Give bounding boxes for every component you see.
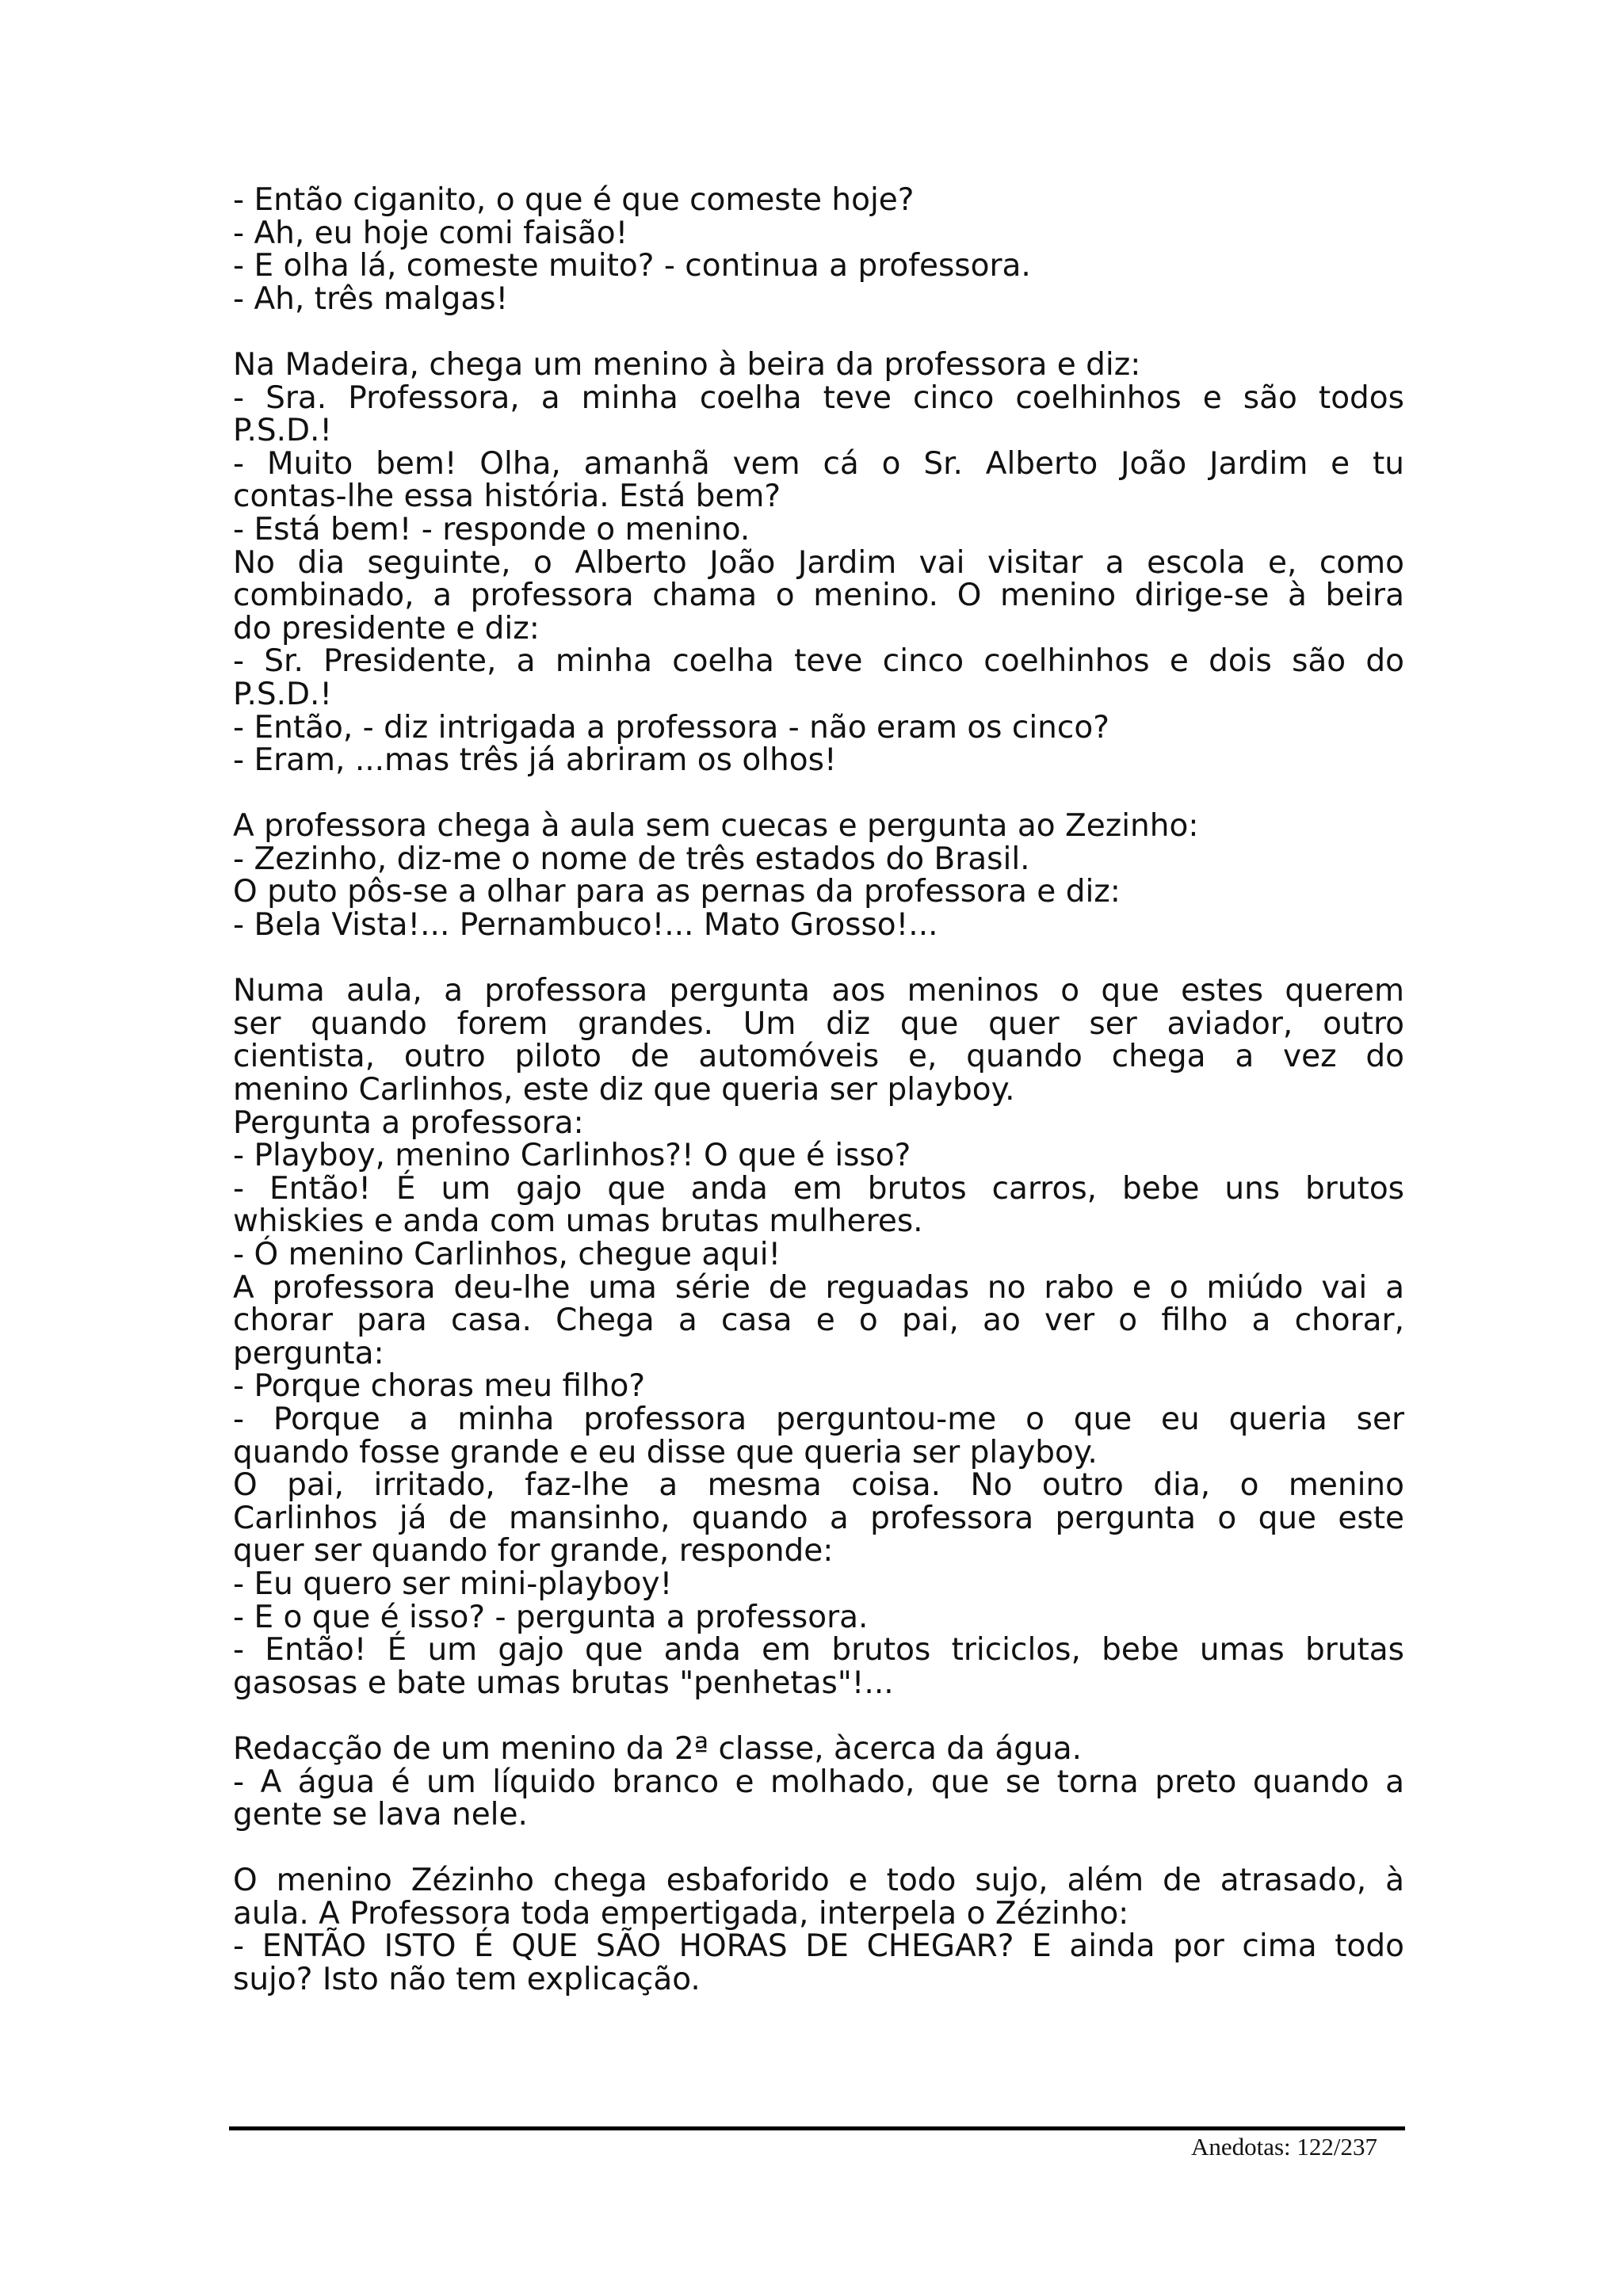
paragraph-gap [233, 942, 1404, 975]
text-line: - Ah, eu hoje comi faisão! [233, 215, 628, 251]
text-line: O puto pôs-se a olhar para as pernas da professora e diz: [233, 874, 1121, 910]
text-line: O menino Zézinho chega esbaforido e todo sujo, além de atrasado, à [233, 1863, 1404, 1899]
document-body [233, 184, 1404, 1997]
text-line: A professora chega à aula sem cuecas e pergunta ao Zezinho: [233, 808, 1199, 845]
text-line: sujo? Isto não tem explicação. [233, 1962, 701, 1998]
text-line: - Eu quero ser mini-playboy! [233, 1566, 673, 1602]
text-line: - Sr. Presidente, a minha coelha teve cinco coelhinhos e dois são do [233, 643, 1404, 680]
joke-paragraph [233, 346, 1404, 779]
text-line: quando fosse grande e eu disse que queria ser playboy. [233, 1434, 1098, 1470]
text-line: chorar para casa. Chega a casa e o pai, ao ver o filho a chorar, [233, 1302, 1404, 1339]
text-line: A professora deu-lhe uma série de reguadas no rabo e o miúdo vai a [233, 1269, 1404, 1306]
text-line: - A água é um líquido branco e molhado, que se torna preto quando a [233, 1764, 1404, 1800]
joke-paragraph [233, 808, 1404, 944]
text-line: No dia seguinte, o Alberto João Jardim vai visitar a escola e, como [233, 544, 1404, 581]
page-footer: Anedotas: 122/237 [1190, 2133, 1377, 2161]
text-line: contas-lhe essa história. Está bem? [233, 479, 781, 515]
text-line: whiskies e anda com umas brutas mulheres. [233, 1203, 923, 1240]
paragraph-gap [233, 315, 1404, 349]
text-line: - Está bem! - responde o menino. [233, 511, 750, 547]
text-line: cientista, outro piloto de automóveis e, quando chega a vez do [233, 1039, 1404, 1075]
paragraph-gap [233, 777, 1404, 810]
text-line: - ENTÃO ISTO É QUE SÃO HORAS DE CHEGAR? E ainda por cima todo [233, 1928, 1404, 1965]
text-line: Pergunta a professora: [233, 1104, 584, 1141]
paragraph-gap [233, 1832, 1404, 1865]
text-line: - Bela Vista!... Pernambuco!... Mato Grosso!... [233, 907, 938, 944]
text-line: Na Madeira, chega um menino à beira da professora e diz: [233, 346, 1141, 383]
joke-paragraph [233, 184, 1404, 315]
text-line: - Então, - diz intrigada a professora - não eram os cinco? [233, 709, 1109, 746]
text-line: gente se lava nele. [233, 1797, 528, 1833]
joke-paragraph [233, 974, 1404, 1699]
joke-paragraph [233, 1864, 1404, 1996]
text-line: Carlinhos já de mansinho, quando a professora pergunta o que este [233, 1500, 1404, 1536]
text-line: - Então! É um gajo que anda em brutos triciclos, bebe umas brutas [233, 1632, 1404, 1669]
text-line: P.S.D.! [233, 676, 333, 712]
paragraph-gap [233, 1699, 1404, 1733]
text-line: - Muito bem! Olha, amanhã vem cá o Sr. Alberto João Jardim e tu [233, 445, 1404, 482]
text-line: - Ah, três malgas! [233, 280, 509, 317]
text-line: - Sra. Professora, a minha coelha teve cinco coelhinhos e são todos [233, 379, 1404, 416]
text-line: Redacção de um menino da 2ª classe, àcerca da água. [233, 1730, 1083, 1767]
text-line: pergunta: [233, 1335, 384, 1371]
joke-paragraph [233, 1730, 1404, 1833]
text-line: Numa aula, a professora pergunta aos meninos o que estes querem [233, 973, 1404, 1009]
text-line: - E o que é isso? - pergunta a professora. [233, 1599, 869, 1635]
text-line: - E olha lá, comeste muito? - continua a professora. [233, 248, 1031, 284]
footer-rule [229, 2126, 1405, 2130]
text-line: P.S.D.! [233, 413, 333, 449]
text-line: menino Carlinhos, este diz que queria ser playboy. [233, 1072, 1015, 1108]
text-line: gasosas e bate umas brutas "penhetas"!... [233, 1665, 894, 1701]
text-line: - Ó menino Carlinhos, chegue aqui! [233, 1237, 781, 1272]
text-line: - Zezinho, diz-me o nome de três estados do Brasil. [233, 841, 1030, 877]
text-line: - Eram, ...mas três já abriram os olhos! [233, 742, 837, 779]
text-line: O pai, irritado, faz-lhe a mesma coisa. No outro dia, o menino [233, 1467, 1404, 1504]
text-line: combinado, a professora chama o menino. O menino dirige-se à beira [233, 578, 1404, 614]
text-line: - Então! É um gajo que anda em brutos carros, bebe uns brutos [233, 1170, 1404, 1207]
text-line: ser quando forem grandes. Um diz que quer ser aviador, outro [233, 1005, 1404, 1042]
text-line: do presidente e diz: [233, 610, 540, 646]
text-line: - Porque choras meu filho? [233, 1368, 646, 1405]
text-line: - Playboy, menino Carlinhos?! O que é isso? [233, 1138, 911, 1174]
text-line: - Então ciganito, o que é que comeste hoje? [233, 182, 915, 218]
text-line: quer ser quando for grande, responde: [233, 1533, 834, 1569]
text-line: - Porque a minha professora perguntou-me o que eu queria ser [233, 1401, 1404, 1437]
text-line: aula. A Professora toda empertigada, interpela o Zézinho: [233, 1895, 1129, 1932]
